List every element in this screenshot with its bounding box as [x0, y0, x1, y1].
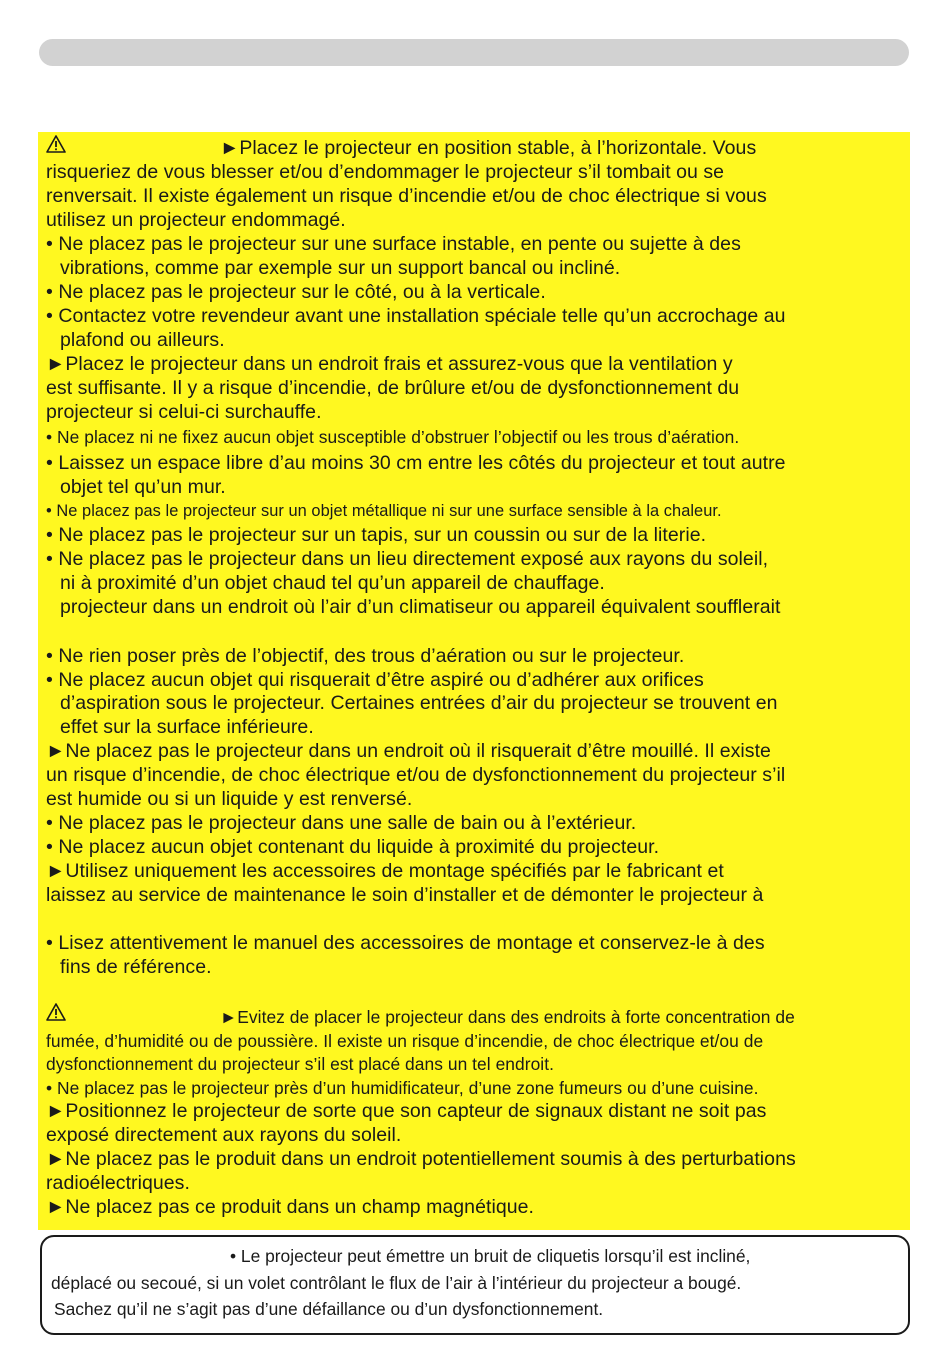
warning-line: plafond ou ailleurs.	[60, 329, 225, 351]
warning-bullet: • Ne placez aucun objet contenant du liquide à proximité du projecteur.	[46, 836, 660, 858]
caution-line: ►Ne placez pas le produit dans un endroit potentiellement soumis à des perturbations	[46, 1148, 796, 1170]
warning-line: projecteur dans un endroit où l’air d’un climatiseur ou appareil équivalent soufflerait	[60, 596, 781, 618]
warning-line: utilisez un projecteur endommagé.	[46, 209, 346, 231]
warning-line: ►Ne placez pas le projecteur dans un endroit où il risquerait d’être mouillé. Il existe	[46, 740, 771, 762]
warning-line: fins de référence.	[60, 956, 212, 978]
warning-line: est humide ou si un liquide y est renversé.	[46, 788, 413, 810]
caution-line: radioélectriques.	[46, 1172, 190, 1194]
warning-line: renversait. Il existe également un risque d’incendie et/ou de choc électrique si vous	[46, 185, 767, 207]
warning-line: ►Utilisez uniquement les accessoires de montage spécifiés par le fabricant et	[46, 860, 724, 882]
caution-line: dysfonctionnement du projecteur s’il est placé dans un tel endroit.	[46, 1054, 554, 1074]
warning-bullet: • Ne placez pas le projecteur sur le côté, ou à la verticale.	[46, 281, 546, 303]
warning-bullet: • Ne placez pas le projecteur dans un lieu directement exposé aux rayons du soleil,	[46, 548, 769, 570]
warning-line: vibrations, comme par exemple sur un support bancal ou incliné.	[60, 257, 621, 279]
warning-line: objet tel qu’un mur.	[60, 476, 226, 498]
warning-bullet: • Ne placez pas le projecteur sur un objet métallique ni sur une surface sensible à la chaleur.	[46, 502, 722, 520]
warning-triangle-icon	[46, 135, 66, 153]
caution-line: ►Positionnez le projecteur de sorte que son capteur de signaux distant ne soit pas	[46, 1100, 767, 1122]
warning-triangle-icon	[46, 1003, 66, 1021]
warning-bullet: • Ne placez pas le projecteur dans une salle de bain ou à l’extérieur.	[46, 812, 637, 834]
warning-line: effet sur la surface inférieure.	[60, 716, 314, 738]
warning-line: ►Placez le projecteur dans un endroit frais et assurez-vous que la ventilation y	[46, 353, 733, 375]
note-line: déplacé ou secoué, si un volet contrôlant le flux de l’air à l’intérieur du projecteur a bougé.	[51, 1273, 742, 1293]
warning-bullet: • Ne rien poser près de l’objectif, des trous d’aération ou sur le projecteur.	[46, 645, 685, 667]
warning-bullet: • Lisez attentivement le manuel des accessoires de montage et conservez-le à des	[46, 932, 765, 954]
warning-bullet: • Ne placez pas le projecteur sur un tapis, sur un coussin ou sur de la literie.	[46, 524, 707, 546]
caution-line: exposé directement aux rayons du soleil.	[46, 1124, 402, 1146]
caution-line: ►Evitez de placer le projecteur dans des endroits à forte concentration de	[220, 1007, 795, 1027]
warning-line: ni à proximité d’un objet chaud tel qu’un appareil de chauffage.	[60, 572, 605, 594]
caution-bullet: • Ne placez pas le projecteur près d’un humidificateur, d’une zone fumeurs ou d’une cuisine.	[46, 1078, 759, 1098]
warning-line: ►Placez le projecteur en position stable, à l’horizontale. Vous	[220, 137, 757, 159]
warning-line: laissez au service de maintenance le soin d’installer et de démonter le projecteur à	[46, 884, 764, 906]
warning-bullet: • Laissez un espace libre d’au moins 30 cm entre les côtés du projecteur et tout autre	[46, 452, 786, 474]
warning-line: risqueriez de vous blesser et/ou d’endommager le projecteur s’il tombait ou se	[46, 161, 725, 183]
warning-bullet: • Contactez votre revendeur avant une installation spéciale telle qu’un accrochage au	[46, 305, 786, 327]
caution-line: fumée, d’humidité ou de poussière. Il existe un risque d’incendie, de choc électrique et/ou de	[46, 1031, 764, 1051]
warning-line: est suffisante. Il y a risque d’incendie, de brûlure et/ou de dysfonctionnement du	[46, 377, 740, 399]
warning-line: projecteur si celui-ci surchauffe.	[46, 401, 322, 423]
warning-line: d’aspiration sous le projecteur. Certaines entrées d’air du projecteur se trouvent en	[60, 692, 778, 714]
header-bar	[39, 39, 909, 66]
note-line: • Le projecteur peut émettre un bruit de cliquetis lorsqu’il est incliné,	[230, 1246, 751, 1266]
warning-bullet: • Ne placez aucun objet qui risquerait d’être aspiré ou d’adhérer aux orifices	[46, 669, 704, 691]
caution-line: ►Ne placez pas ce produit dans un champ magnétique.	[46, 1196, 534, 1218]
note-line: Sachez qu’il ne s’agit pas d’une défaillance ou d’un dysfonctionnement.	[54, 1299, 604, 1319]
warning-line: un risque d’incendie, de choc électrique et/ou de dysfonctionnement du projecteur s’il	[46, 764, 786, 786]
warning-bullet: • Ne placez pas le projecteur sur une surface instable, en pente ou sujette à des	[46, 233, 741, 255]
warning-bullet: • Ne placez ni ne fixez aucun objet susceptible d’obstruer l’objectif ou les trous d’aération.	[46, 427, 740, 447]
